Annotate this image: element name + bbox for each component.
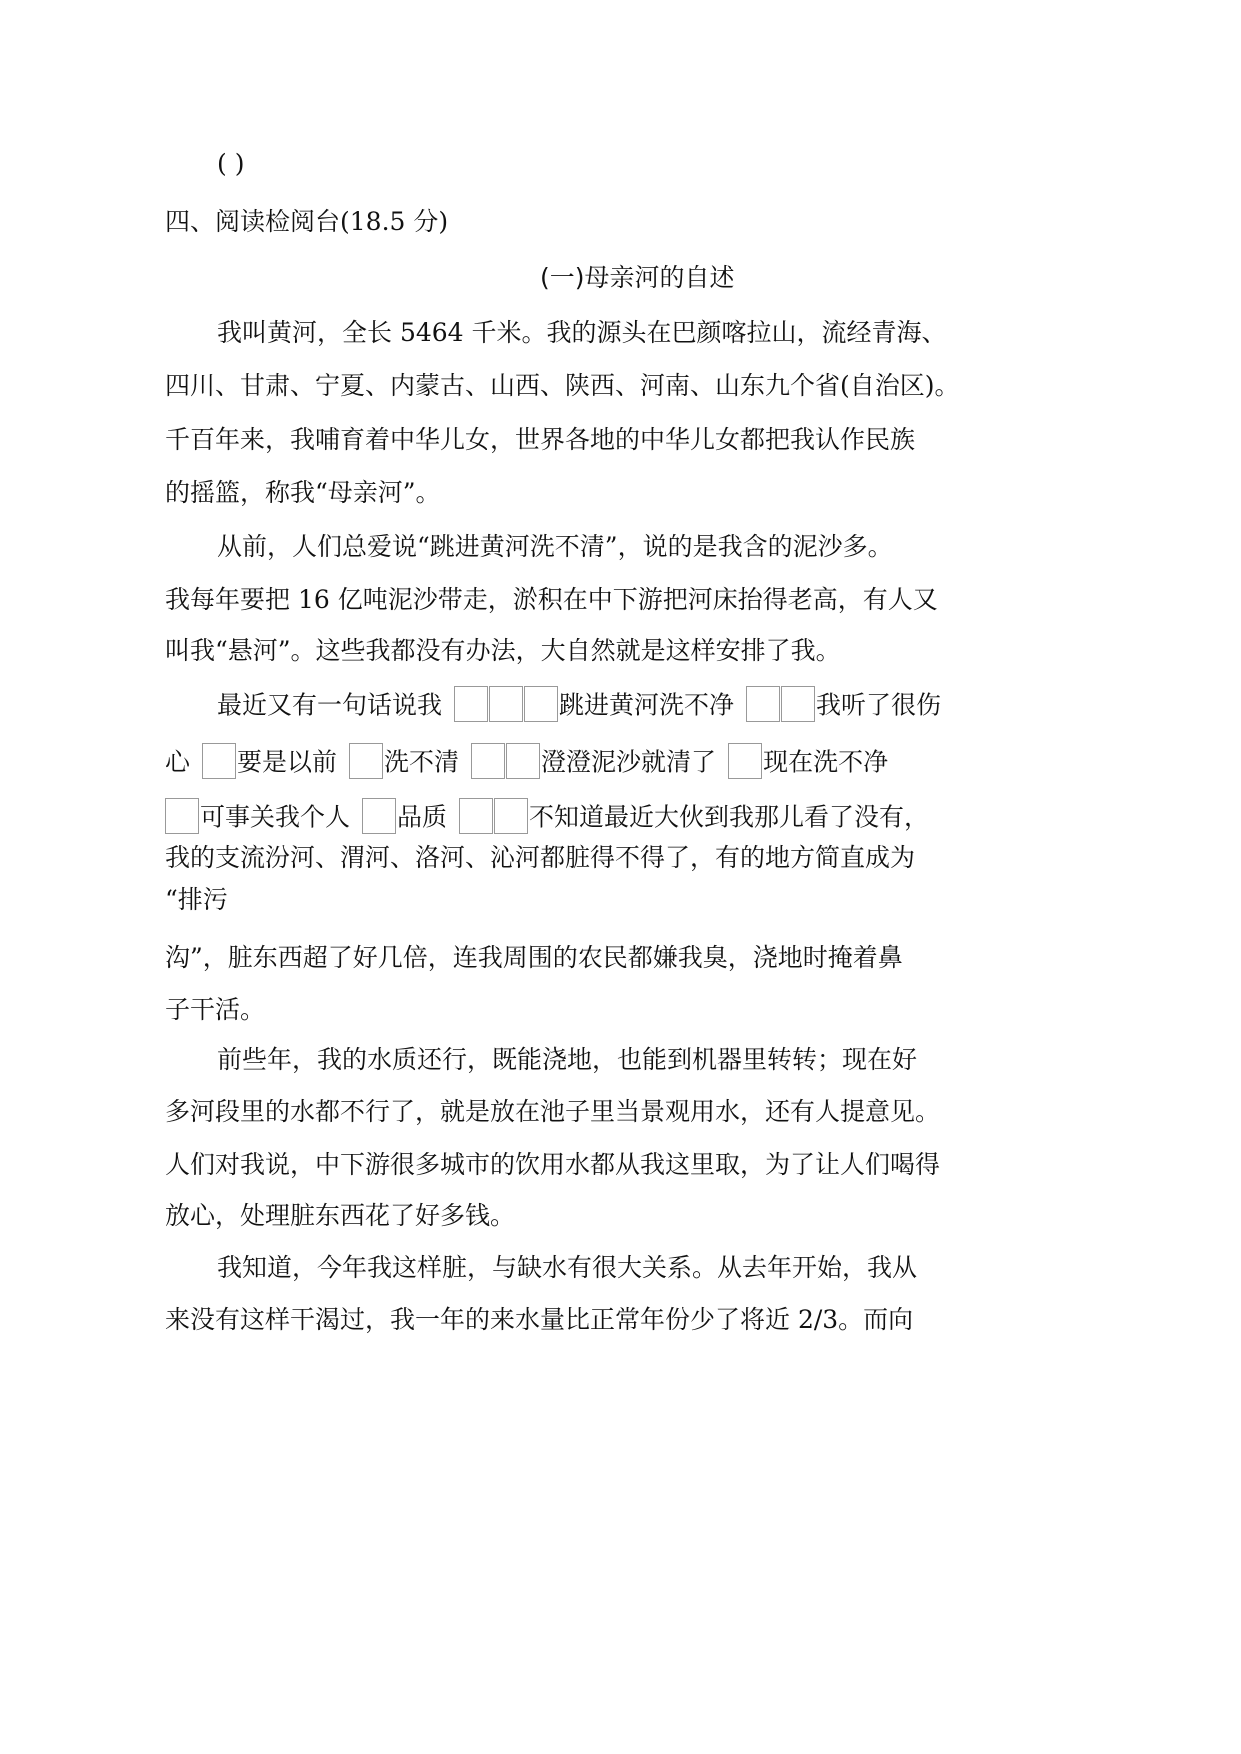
text: 澄澄泥沙就清了: [541, 747, 717, 777]
punctuation-box[interactable]: [728, 743, 762, 779]
text: 可事关我个人: [200, 802, 351, 832]
text: 洗不清: [384, 747, 460, 777]
punctuation-box[interactable]: [459, 798, 493, 834]
paragraph-line: 我知道，今年我这样脏，与缺水有很大关系。从去年开始，我从: [217, 1253, 918, 1282]
paragraph-line: 的摇篮，称我“母亲河”。: [165, 478, 441, 507]
text: 现在洗不净: [763, 747, 889, 777]
paragraph-line: 四川、甘肃、宁夏、内蒙古、山西、陕西、河南、山东九个省(自治区)。: [165, 371, 960, 400]
text: 不知道最近大伙到我那儿看了没有，: [529, 802, 930, 832]
paragraph-line: 我每年要把 16 亿吨泥沙带走，淤积在中下游把河床抬得老高，有人又: [165, 585, 938, 614]
punctuation-box[interactable]: [524, 686, 558, 722]
punctuation-box[interactable]: [506, 743, 540, 779]
punctuation-box[interactable]: [471, 743, 505, 779]
text: 要是以前: [237, 747, 338, 777]
paragraph-line: 叫我“悬河”。这些我都没有办法，大自然就是这样安排了我。: [165, 636, 841, 665]
text: 我听了很伤: [816, 690, 942, 720]
paragraph-line: 我的支流汾河、渭河、洛河、沁河都脏得不得了，有的地方简直成为: [165, 843, 916, 872]
text: 跳进黄河洗不净: [559, 690, 735, 720]
text: 品质: [397, 802, 448, 832]
punctuation-box[interactable]: [746, 686, 780, 722]
punctuation-line: [217, 689, 941, 721]
text: 最近又有一句话说我: [217, 690, 443, 720]
paragraph-line: 人们对我说，中下游很多城市的饮用水都从我这里取，为了让人们喝得: [165, 1150, 941, 1179]
answer-blank[interactable]: ( ): [217, 149, 245, 178]
paragraph-line: 多河段里的水都不行了，就是放在池子里当景观用水，还有人提意见。: [165, 1097, 941, 1126]
punctuation-line: [165, 801, 929, 833]
punctuation-line: [165, 746, 888, 778]
paragraph-line: 放心，处理脏东西花了好多钱。: [165, 1201, 516, 1230]
paragraph-line: 我叫黄河，全长 5464 千米。我的源头在巴颜喀拉山，流经青海、: [217, 318, 947, 347]
paragraph-line: 子干活。: [165, 995, 266, 1024]
paragraph-line: 沟”，脏东西超了好几倍，连我周围的农民都嫌我臭，浇地时掩着鼻: [165, 943, 903, 972]
punctuation-box[interactable]: [202, 743, 236, 779]
passage-title: (一)母亲河的自述: [540, 263, 735, 292]
paragraph-line: 千百年来，我哺育着中华儿女，世界各地的中华儿女都把我认作民族: [165, 425, 916, 454]
punctuation-box[interactable]: [494, 798, 528, 834]
punctuation-box[interactable]: [489, 686, 523, 722]
punctuation-box[interactable]: [454, 686, 488, 722]
paragraph-line: 来没有这样干渴过，我一年的来水量比正常年份少了将近 2/3。而向: [165, 1305, 914, 1334]
punctuation-box[interactable]: [165, 798, 199, 834]
section-heading: 四、阅读检阅台(18.5 分): [165, 207, 449, 236]
punctuation-box[interactable]: [781, 686, 815, 722]
paragraph-line: 前些年，我的水质还行，既能浇地，也能到机器里转转；现在好: [217, 1045, 918, 1074]
text: 心: [165, 747, 191, 777]
paragraph-line: 从前，人们总爱说“跳进黄河洗不清”，说的是我含的泥沙多。: [217, 532, 893, 561]
punctuation-box[interactable]: [349, 743, 383, 779]
paragraph-line: “排污: [165, 885, 228, 914]
punctuation-box[interactable]: [362, 798, 396, 834]
